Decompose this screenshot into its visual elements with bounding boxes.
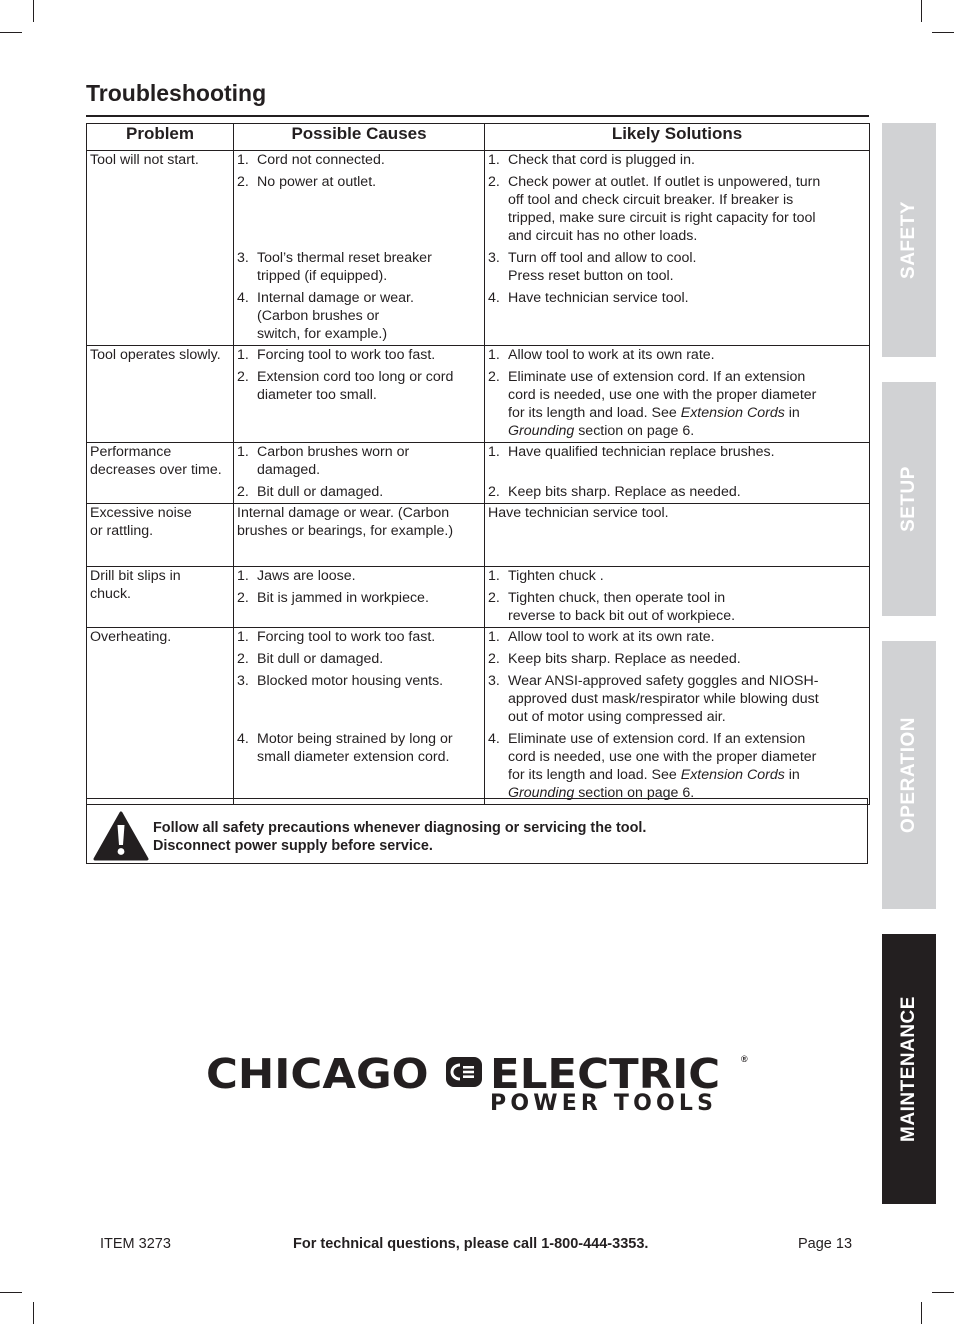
causes-cell [234,443,485,504]
list-item: 2. Keep bits sharp. Replace as needed. [488,651,741,667]
warning-line: Follow all safety precautions whenever diagnosing or servicing the tool. [153,820,647,836]
solutions-cell [485,346,870,443]
solutions-cell [485,443,870,504]
list-item: 4. Eliminate use of extension cord. If an extension cord is needed, use one with the proper diameter for its length and load. See Extension Cords in Grounding section on page 6. [488,731,817,801]
crop-mark [921,1302,922,1324]
tab-safety[interactable]: SAFETY [882,123,936,357]
crop-mark [33,0,34,22]
tab-operation[interactable]: OPERATION [882,641,936,909]
table-header-row [87,124,870,151]
tab-maintenance[interactable]: MAINTENANCE [882,934,936,1204]
title-rule [86,115,869,117]
registered-mark: ® [741,1054,748,1064]
problem-cell: Drill bit slips in chuck. [87,567,234,628]
problem-cell: Tool will not start. [87,151,234,346]
causes-cell [234,346,485,443]
header-likely-solutions: Likely Solutions [485,124,870,151]
solutions-cell [485,628,870,805]
list-item: 3. Blocked motor housing vents. [237,673,444,689]
list-item: 1. Allow tool to work at its own rate. [488,347,715,363]
tab-setup[interactable]: SETUP [882,382,936,616]
table-row [87,151,870,346]
list-item: 1. Jaws are loose. [237,568,356,584]
warning-triangle-icon [93,811,149,861]
list-item: 2. Keep bits sharp. Replace as needed. [488,484,741,500]
causes-cell [234,567,485,628]
footer-page-number: Page 13 [798,1236,853,1252]
list-item: 1. Forcing tool to work too fast. [237,629,436,645]
table-row [87,567,870,628]
list-item: 2. Check power at outlet. If outlet is unpowered, turn off tool and check circuit breaker. If breaker is tripped, make sure circuit is right capacity for tool and circuit has no other loads. [488,174,821,244]
table-row [87,628,870,805]
list-item: 1. Forcing tool to work too fast. [237,347,436,363]
footer-item-number: ITEM 3273 [100,1236,171,1252]
warning-text [153,819,646,855]
warning-line: Disconnect power supply before service. [153,838,433,854]
list-item: 2. Bit dull or damaged. [237,651,384,667]
safety-warning-box [86,798,868,864]
footer-help-line: For technical questions, please call 1-800-444-3353. [293,1236,649,1252]
causes-cell [234,628,485,805]
list-item: 4. Have technician service tool. [488,290,689,306]
header-possible-causes: Possible Causes [234,124,485,151]
list-item: 3. Wear ANSI-approved safety goggles and NIOSH-approved dust mask/respirator while blowing dust out of motor using compressed air. [488,673,819,725]
problem-cell: Excessive noise or rattling. [87,504,234,567]
causes-cell: Internal damage or wear. (Carbon brushes or bearings, for example.) [234,504,485,567]
logo-tagline: POWER TOOLS [490,1091,718,1116]
crop-mark [0,32,22,33]
list-item: 3. Turn off tool and allow to cool. Press reset button on tool. [488,250,697,284]
crop-mark [0,1292,22,1293]
list-item: 2. Eliminate use of extension cord. If an extension cord is needed, use one with the proper diameter for its length and load. See Extension Cords in Grounding section on page 6. [488,369,817,439]
crop-mark [33,1302,34,1324]
crop-mark [921,0,922,22]
list-item: 2. Bit is jammed in workpiece. [237,590,429,606]
list-item: 1. Cord not connected. [237,152,385,168]
list-item: 1. Carbon brushes worn or damaged. [237,444,410,478]
list-item: 2. No power at outlet. [237,174,377,190]
crop-mark [932,1292,954,1293]
list-item: 1. Tighten chuck . [488,568,604,584]
list-item: 4. Internal damage or wear. (Carbon brushes or switch, for example.) [237,290,414,342]
logo-word-chicago: CHICAGO [206,1050,429,1098]
table-row [87,504,870,567]
problem-cell: Overheating. [87,628,234,805]
list-item: 1. Have qualified technician replace brushes. [488,444,775,460]
list-item: 3. Tool’s thermal reset breaker tripped (if equipped). [237,250,432,284]
problem-cell: Tool operates slowly. [87,346,234,443]
brand-logo [206,1050,752,1120]
list-item: 1. Check that cord is plugged in. [488,152,695,168]
troubleshooting-table [86,123,870,805]
list-item: 4. Motor being strained by long or small diameter extension cord. [237,731,453,765]
list-item: 2. Bit dull or damaged. [237,484,384,500]
crop-mark [932,32,954,33]
table-row [87,346,870,443]
list-item: 1. Allow tool to work at its own rate. [488,629,715,645]
list-item: 2. Tighten chuck, then operate tool in reverse to back bit out of workpiece. [488,590,736,624]
problem-cell: Performance decreases over time. [87,443,234,504]
logo-ce-mark-icon [446,1057,482,1087]
page-title: Troubleshooting [86,80,267,106]
solutions-cell [485,151,870,346]
logo-word-electric: ELECTRIC [490,1050,721,1098]
header-problem: Problem [87,124,234,151]
table-row [87,443,870,504]
causes-cell [234,151,485,346]
solutions-cell [485,567,870,628]
list-item: 2. Extension cord too long or cord diameter too small. [237,369,454,403]
solutions-cell: Have technician service tool. [485,504,870,567]
